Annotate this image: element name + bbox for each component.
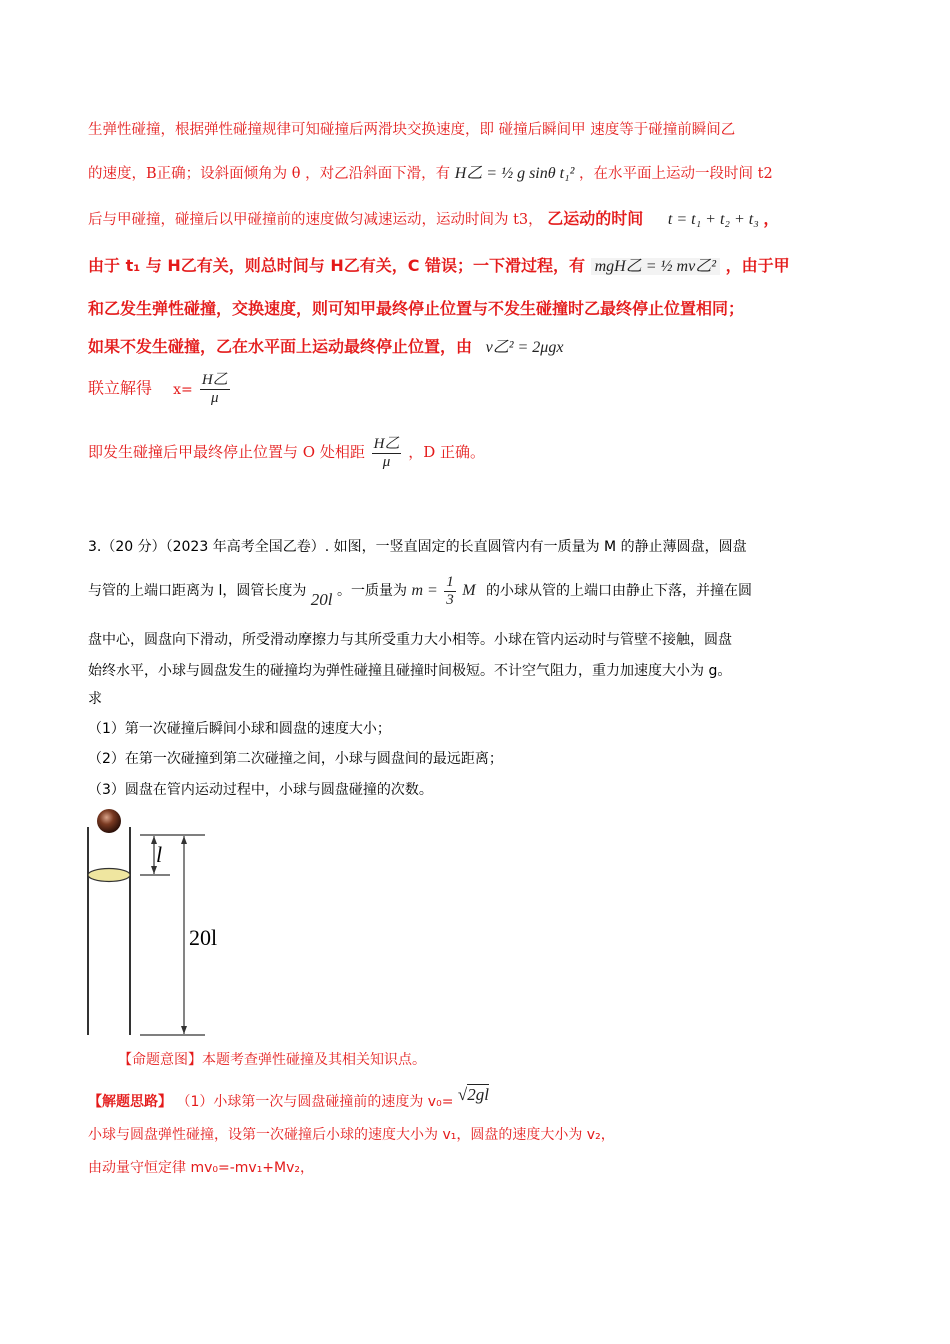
- answer-line-3: 由动量守恒定律 mv₀=-mv₁+Mv₂，: [88, 1160, 315, 1176]
- tube-figure: [80, 805, 230, 1040]
- answer-idea-label: 【解题思路】: [88, 1094, 172, 1110]
- fraction-x-denominator: μ: [211, 389, 219, 406]
- solution-line-3: [88, 206, 779, 229]
- sqrt-radicand: 2gl: [467, 1085, 489, 1104]
- solution-line-2-text: 的速度，B正确；设斜面倾角为 θ ，对乙沿斜面下滑，有: [88, 166, 451, 182]
- fraction-x: [200, 372, 230, 406]
- solution-line-4: [88, 253, 790, 276]
- mass-lhs: m =: [411, 582, 438, 599]
- solution-line-5: 和乙发生弹性碰撞，交换速度，则可知甲最终停止位置与不发生碰撞时乙最终停止位置相同；: [88, 299, 745, 318]
- solution-line-4-text: 由于 t₁ 与 H乙有关，则总时间与 H乙有关，C 错误；一下滑过程，有: [88, 256, 586, 275]
- formula-total-time: t = t₁ + t₂ + t₃: [667, 211, 759, 228]
- solution-line-4-tail: ，由于甲: [725, 256, 790, 275]
- figure-label-20l: 20l: [189, 925, 218, 950]
- pipe-length: 20l: [310, 590, 333, 609]
- solution-line-7-lhs: x=: [173, 381, 193, 398]
- question-line-2-b: 。一质量为: [336, 583, 407, 599]
- answer-idea: [88, 1085, 489, 1111]
- solution-line-3-bold: 乙运动的时间: [547, 209, 644, 228]
- solution-line-7: [88, 372, 232, 406]
- solution-line-8: [88, 436, 485, 470]
- question-line-2: [88, 574, 752, 608]
- mass-fraction-numerator: 1: [446, 574, 454, 590]
- question-line-3: 盘中心，圆盘向下滑动，所受滑动摩擦力与其所受重力大小相等。小球在管内运动时与管壁不接触，圆盘: [88, 632, 732, 648]
- fraction-distance: [372, 436, 402, 470]
- solution-line-1: 生弹性碰撞，根据弹性碰撞规律可知碰撞后两滑块交换速度，即 碰撞后瞬间甲 速度等于碰撞前瞬间乙: [88, 122, 736, 138]
- question-line-2-c: 的小球从管的上端口由静止下落，并撞在圆: [485, 583, 752, 599]
- sqrt-expression: √2gl: [457, 1085, 489, 1104]
- fraction-distance-numerator: H乙: [373, 436, 400, 452]
- formula-friction: v乙² = 2μgx: [485, 339, 564, 356]
- formula-h-descent: H乙 = ½ g sinθ t₁²: [454, 165, 575, 182]
- solution-line-2-tail: ，在水平面上运动一段时间 t2: [579, 166, 773, 182]
- fraction-x-numerator: H乙: [201, 372, 228, 388]
- solution-line-6-text: 如果不发生碰撞，乙在水平面上运动最终停止位置，由: [88, 337, 473, 356]
- question-header: 3.（20 分）（2023 年高考全国乙卷）. 如图，一竖直固定的长直圆管内有一质量为 M 的静止薄圆盘，圆盘: [88, 539, 747, 555]
- ball: [97, 809, 121, 833]
- mass-fraction: [444, 574, 456, 608]
- figure-label-l: l: [156, 842, 163, 867]
- answer-idea-text: （1）小球第一次与圆盘碰撞前的速度为 v₀=: [176, 1094, 454, 1110]
- solution-line-8-tail: ，D 正确。: [408, 443, 486, 461]
- disc: [88, 869, 130, 882]
- question-sub-3: （3）圆盘在管内运动过程中，小球与圆盘碰撞的次数。: [88, 782, 433, 798]
- question-line-5: 求: [88, 691, 102, 707]
- answer-intent: 【命题意图】本题考查弹性碰撞及其相关知识点。: [118, 1052, 426, 1068]
- fraction-distance-denominator: μ: [382, 453, 391, 470]
- solution-line-3-end: ，: [763, 209, 780, 228]
- solution-line-8-text: 即发生碰撞后甲最终停止位置与 O 处相距: [88, 443, 365, 461]
- question-sub-2: （2）在第一次碰撞到第二次碰撞之间，小球与圆盘间的最远距离；: [88, 751, 503, 767]
- question-line-4: 始终水平，小球与圆盘发生的碰撞均为弹性碰撞且碰撞时间极短。不计空气阻力，重力加速度大小为 g。: [88, 663, 732, 679]
- solution-line-6: [88, 334, 563, 357]
- question-line-2-a: 与管的上端口距离为 l，圆管长度为: [88, 583, 307, 599]
- mass-fraction-denominator: 3: [446, 591, 454, 608]
- answer-line-2: 小球与圆盘弹性碰撞，设第一次碰撞后小球的速度大小为 v₁，圆盘的速度大小为 v₂，: [88, 1127, 615, 1143]
- formula-energy: mgH乙 = ½ mv乙²: [591, 258, 720, 275]
- solution-line-2: [88, 160, 773, 183]
- mass-M: M: [462, 582, 476, 599]
- solution-line-3-text: 后与甲碰撞，碰撞后以甲碰撞前的速度做匀减速运动，运动时间为 t3，: [88, 212, 543, 228]
- question-sub-1: （1）第一次碰撞后瞬间小球和圆盘的速度大小；: [88, 721, 391, 737]
- solution-line-7-text: 联立解得: [88, 378, 153, 398]
